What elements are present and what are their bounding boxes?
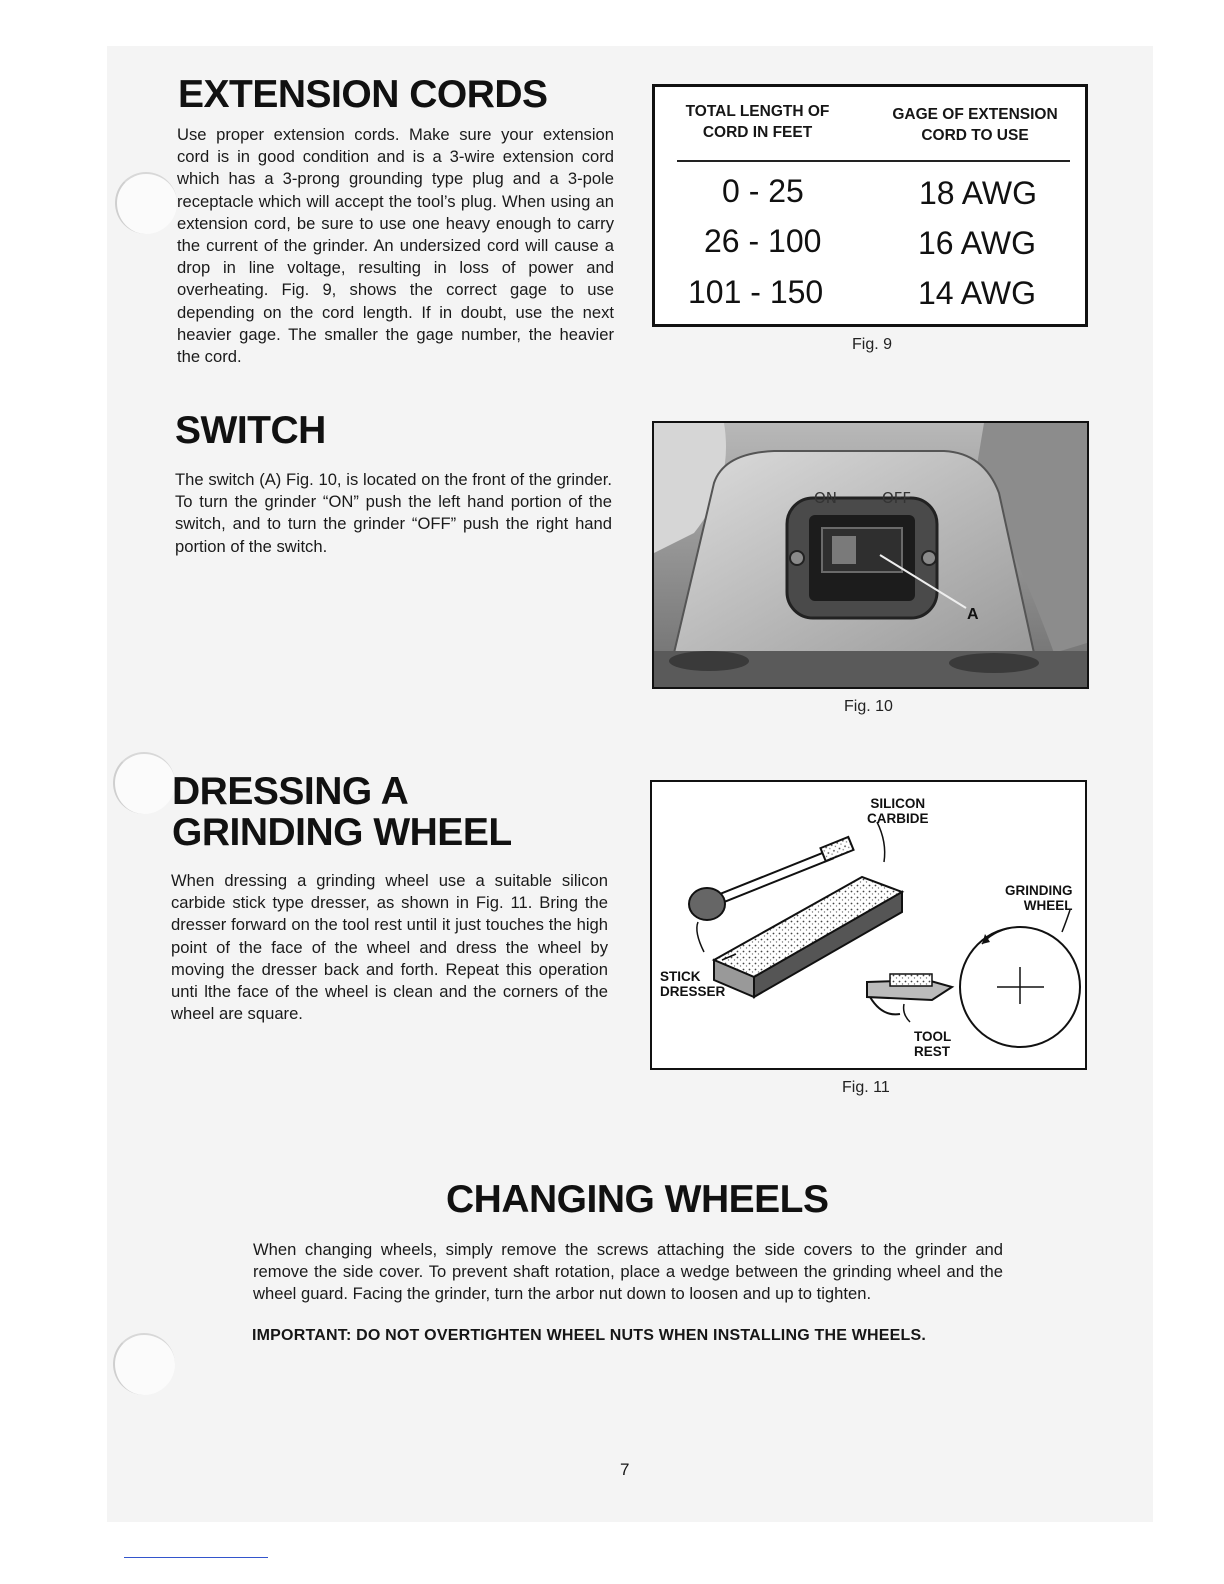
switch-photo	[652, 421, 1089, 689]
tool-label-line2: REST	[914, 1044, 951, 1059]
silicon-carbide-label	[867, 796, 929, 826]
stick-label-line1: STICK	[660, 969, 701, 984]
header-length-line1: TOTAL LENGTH OF	[685, 103, 830, 120]
switch-callout-a: A	[967, 606, 979, 623]
switch-off-label: OFF	[882, 489, 912, 507]
table-row-2-length: 26 - 100	[704, 223, 822, 259]
extension-cords-heading: EXTENSION CORDS	[178, 73, 548, 116]
cord-gage-table	[652, 84, 1088, 327]
header-gage-line2: CORD TO USE	[921, 127, 1029, 144]
table-header-length	[670, 101, 845, 143]
binder-hole-top	[115, 172, 177, 234]
tool-rest-label	[914, 1029, 951, 1059]
table-row-3-gage: 14 AWG	[918, 275, 1036, 311]
tool-label-line1: TOOL	[914, 1029, 952, 1044]
table-header-gage	[880, 104, 1070, 146]
table-row-1-length: 0 - 25	[722, 173, 804, 209]
stick-label-line2: DRESSER	[660, 984, 726, 999]
silicon-label-line2: CARBIDE	[867, 811, 929, 826]
dressing-heading-line1: DRESSING A	[172, 770, 409, 813]
fig11-caption: Fig. 11	[842, 1079, 890, 1096]
page-number: 7	[620, 1460, 630, 1479]
table-row-1-gage: 18 AWG	[919, 175, 1037, 211]
changing-wheels-heading: CHANGING WHEELS	[446, 1178, 829, 1221]
binder-hole-bottom	[113, 1333, 175, 1395]
grinder-switch-image	[654, 423, 1087, 687]
grinding-label-line2: WHEEL	[1023, 898, 1073, 913]
switch-on-label: ON	[814, 489, 838, 507]
switch-heading: SWITCH	[175, 409, 326, 452]
header-gage-line1: GAGE OF EXTENSION	[892, 106, 1058, 123]
fig9-caption: Fig. 9	[852, 336, 893, 353]
fig10-caption: Fig. 10	[844, 698, 893, 715]
stick-dresser-label	[660, 969, 725, 999]
binder-hole-middle	[113, 752, 175, 814]
changing-wheels-text: When changing wheels, simply remove the screws attaching the side covers to the grinder and remove the side cover. To prevent shaft rotation, place a wedge between the grinding wheel and the wheel guard. Facing the grinder, turn the arbor nut down to loosen and up to tighten.	[253, 1240, 1003, 1304]
silicon-label-line1: SILICON	[870, 796, 926, 811]
dressing-heading-line2: GRINDING WHEEL	[172, 811, 512, 854]
header-length-line2: CORD IN FEET	[702, 124, 813, 141]
dressing-text: When dressing a grinding wheel use a suitable silicon carbide stick type dresser, as shown in Fig. 11. Bring the dresser forward on the tool rest until it just touches the high point of the face of the wheel and dress the wheel by moving the dresser back and forth. Repeat this operation unti lthe face of the wheel is clean and the corners of the wheel are square.	[171, 871, 608, 1024]
grinding-label-line1: GRINDING	[1005, 883, 1073, 898]
table-row-3-length: 101 - 150	[688, 274, 824, 310]
table-divider	[677, 160, 1070, 162]
footer-rule	[124, 1557, 268, 1558]
dresser-diagram	[650, 780, 1087, 1070]
extension-cords-text: Use proper extension cords. Make sure your extension cord is in good condition and is a 3-wire extension cord which has a 3-prong grounding type plug and a 3-pole receptacle which will accept the tool’s plug. When using an extension cord, be sure to use one heavy enough to carry the current of the grinder. An undersized cord will cause a drop in line voltage, resulting in loss of power and overheating. Fig. 9, shows the correct gage to use depending on the cord length. If in doubt, use the next heavier gage. The smaller the gage number, the heavier the cord.	[177, 125, 614, 367]
important-warning: IMPORTANT: DO NOT OVERTIGHTEN WHEEL NUTS WHEN INSTALLING THE WHEELS.	[252, 1327, 927, 1344]
table-row-2-gage: 16 AWG	[918, 225, 1036, 261]
switch-text: The switch (A) Fig. 10, is located on the front of the grinder. To turn the grinder “ON” push the left hand portion of the switch, and to turn the grinder “OFF” push the right hand portion of the switch.	[175, 470, 612, 556]
grinding-wheel-label	[1005, 883, 1073, 913]
